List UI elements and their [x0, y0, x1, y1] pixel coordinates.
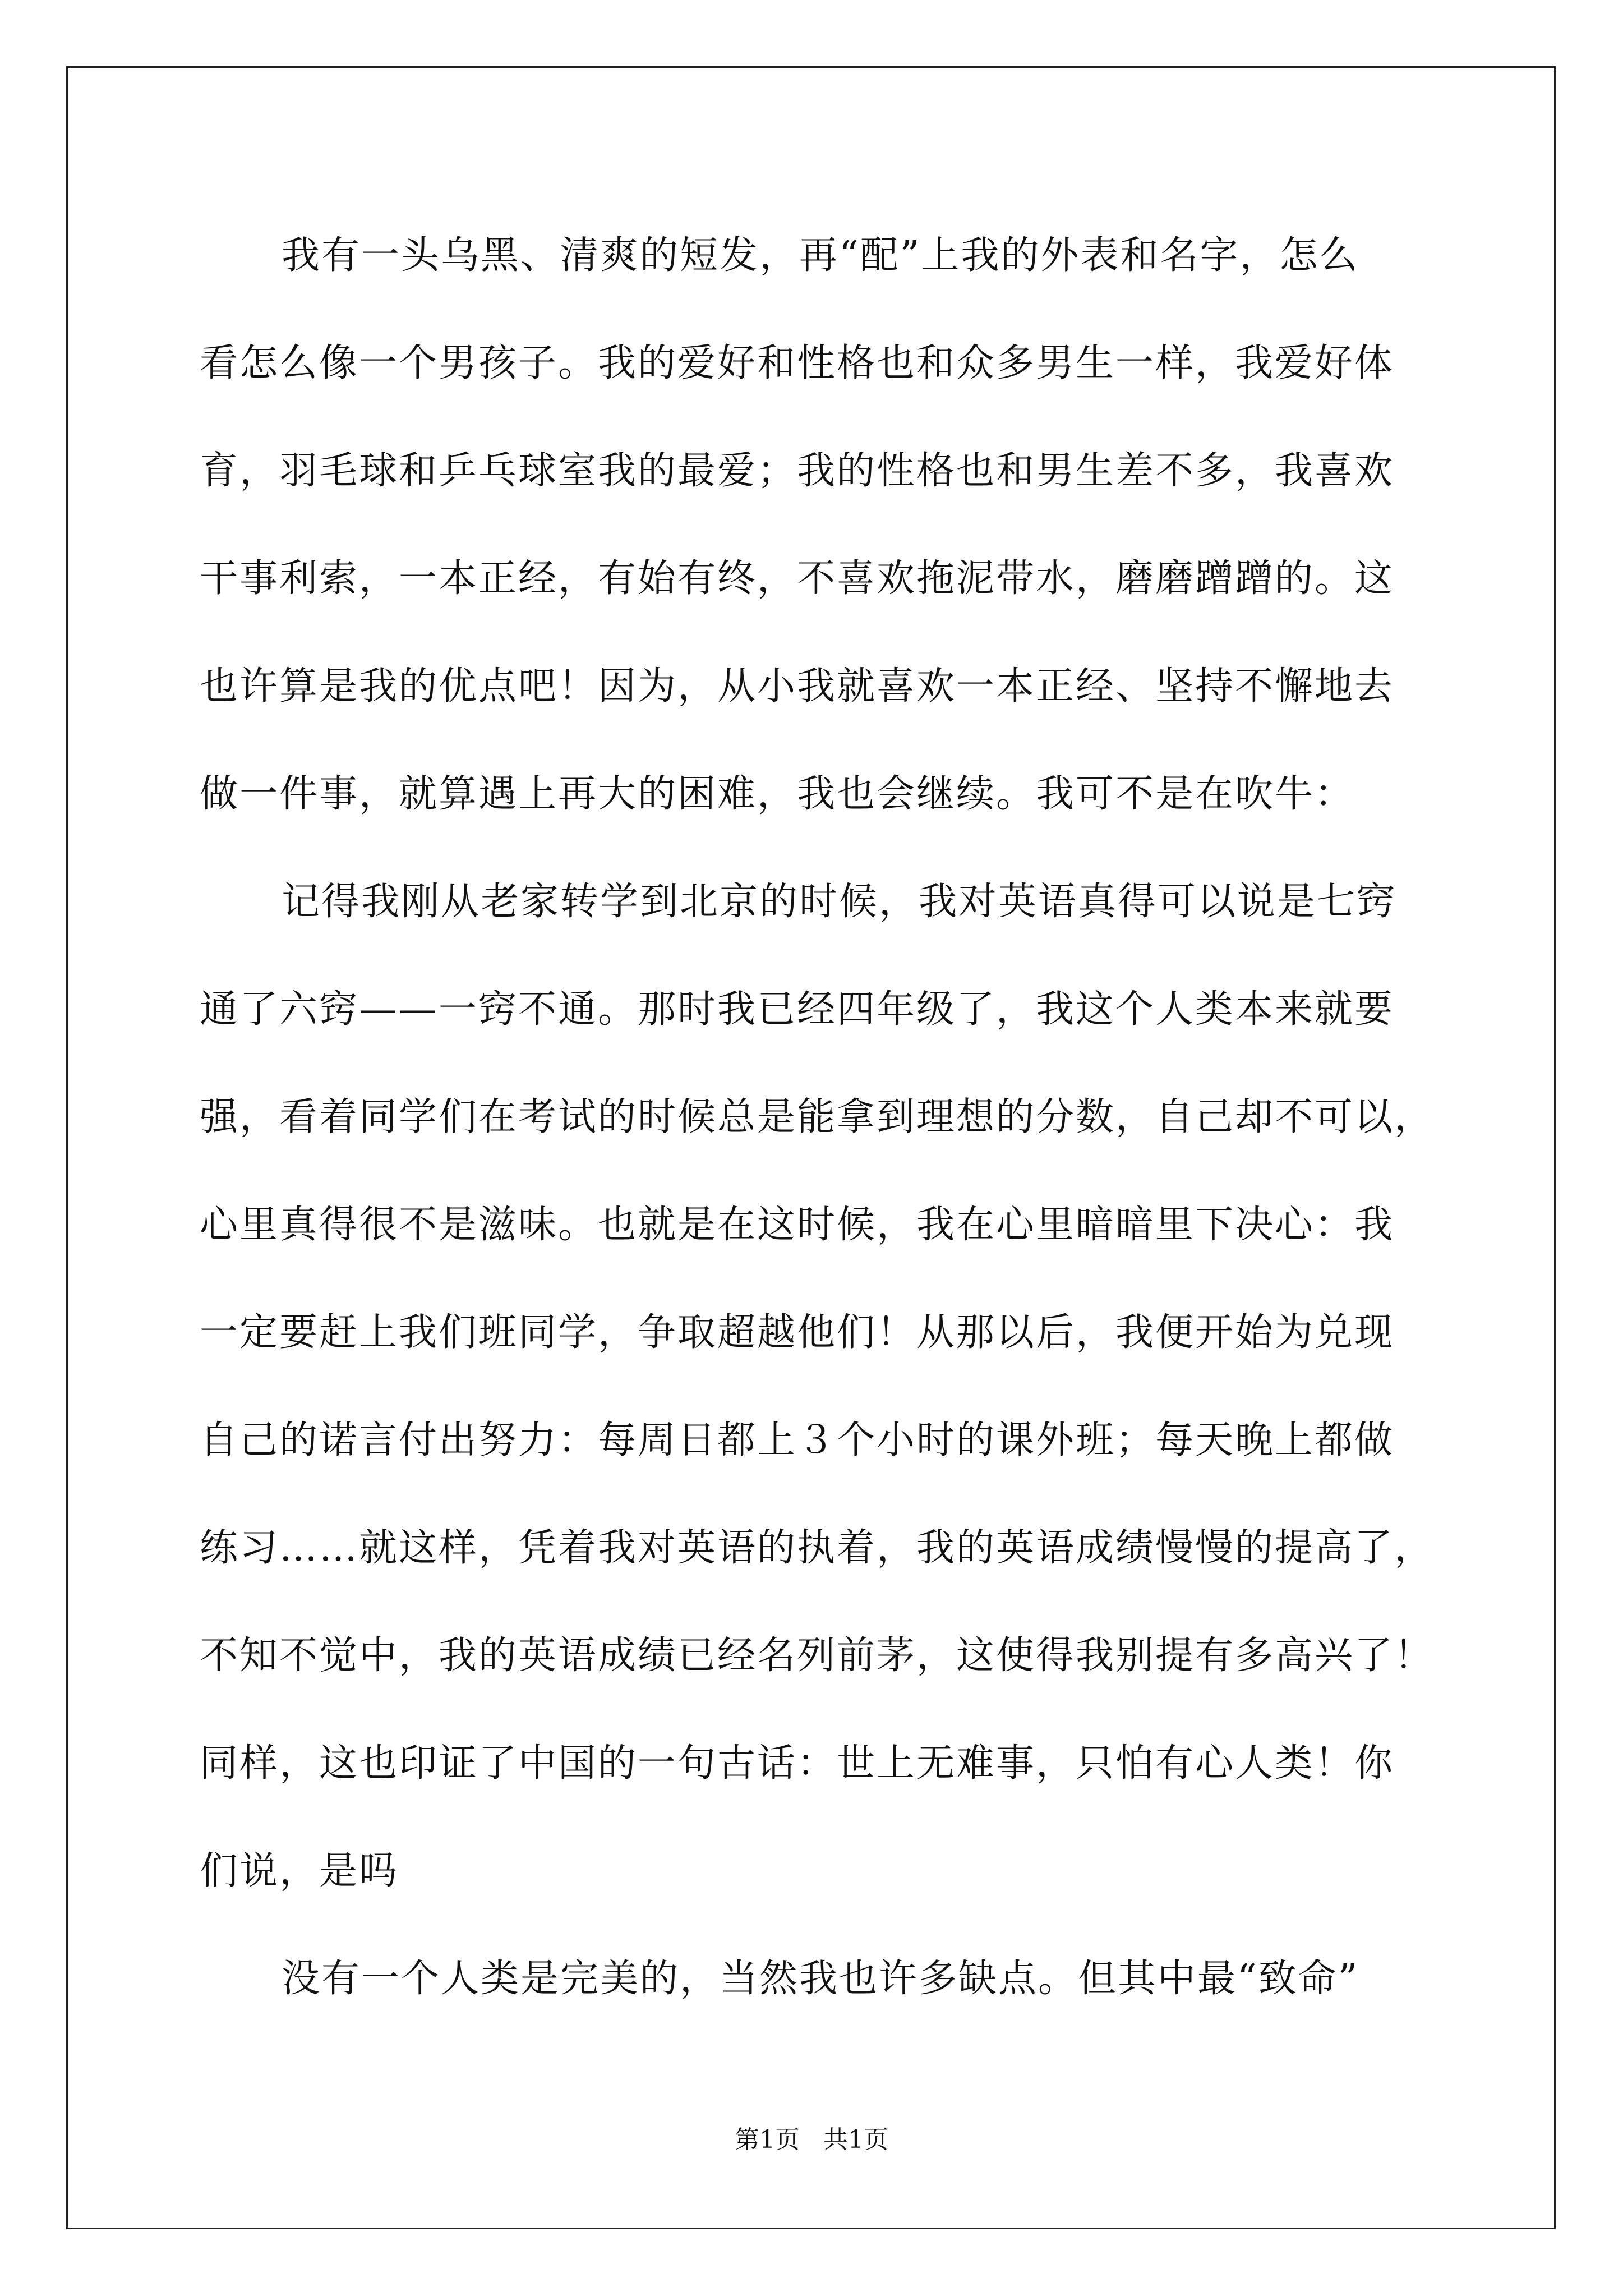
text-line: 做一件事，就算遇上再大的困难，我也会继续。我可不是在吹牛： [200, 772, 1355, 816]
text-line: 我有一头乌黑、清爽的短发，再“配”上我的外表和名字，怎么 [282, 233, 1359, 278]
paragraph-1 [200, 202, 1433, 848]
paragraph-2 [200, 848, 1433, 1925]
text-line: 们说，是吗 [200, 1849, 399, 1893]
paragraph-3 [200, 1925, 1433, 2033]
text-line: 一定要赶上我们班同学，争取超越他们！从那以后，我便开始为兑现 [200, 1310, 1395, 1355]
text-line: 强，看着同学们在考试的时候总是能拿到理想的分数，自己却不可以， [200, 1095, 1435, 1139]
text-line: 干事利索，一本正经，有始有终，不喜欢拖泥带水，磨磨蹭蹭的。这 [200, 556, 1395, 601]
text-line: 同样，这也印证了中国的一句古话：世上无难事，只怕有心人类！你 [200, 1741, 1395, 1786]
text-line: 记得我刚从老家转学到北京的时候，我对英语真得可以说是七窍 [282, 880, 1397, 924]
document-body [200, 202, 1433, 2033]
text-line: 也许算是我的优点吧！因为，从小我就喜欢一本正经、坚持不懈地去 [200, 664, 1395, 708]
page-footer: 第1页 共1页 [735, 2125, 888, 2154]
text-line: 通了六窍——一窍不通。那时我已经四年级了，我这个人类本来就要 [200, 987, 1395, 1032]
text-line: 看怎么像一个男孩子。我的爱好和性格也和众多男生一样，我爱好体 [200, 341, 1395, 385]
text-line: 没有一个人类是完美的，当然我也许多缺点。但其中最“致命” [282, 1957, 1359, 2001]
text-line: 练习……就这样，凭着我对英语的执着，我的英语成绩慢慢的提高了， [200, 1526, 1435, 1570]
text-line: 心里真得很不是滋味。也就是在这时候，我在心里暗暗里下决心：我 [200, 1203, 1395, 1247]
text-line: 不知不觉中，我的英语成绩已经名列前茅，这使得我别提有多高兴了！ [200, 1634, 1435, 1678]
text-line: 育，羽毛球和乒乓球室我的最爱；我的性格也和男生差不多，我喜欢 [200, 449, 1395, 493]
text-line: 自己的诺言付出努力：每周日都上３个小时的课外班；每天晚上都做 [200, 1418, 1395, 1462]
